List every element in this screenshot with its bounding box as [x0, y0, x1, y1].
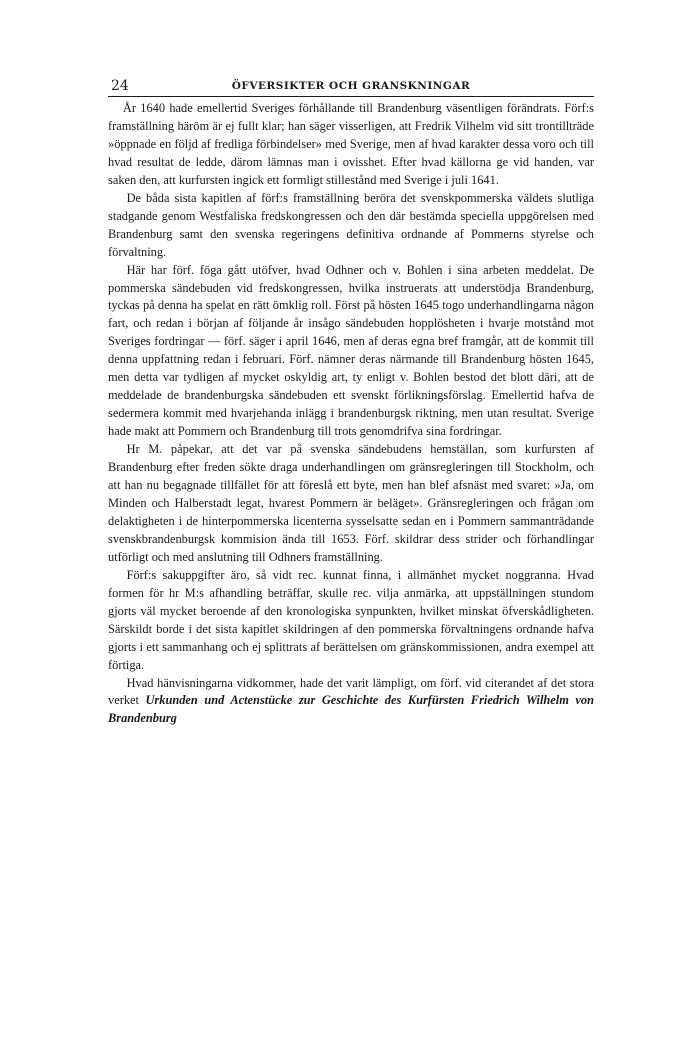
paragraph: De båda sista kapitlen af förf:s framställning beröra det svenskpommerska väldets slutliga stadgande genom Westfaliska fredskongressen och den där bestämda speciella uppgörelsen med Brandenburg samt den svenska regeringens definitiva ordnande af Pommerns styrelse och förvaltning.	[108, 190, 594, 259]
paragraph-last	[108, 675, 594, 729]
body-text	[108, 100, 594, 728]
paragraph: År 1640 hade emellertid Sveriges förhållande till Brandenburg väsentligen förändrats. Förf:s framställning häröm är ej fullt klar; han säger visserligen, att Fredrik Vilhelm vid sitt trontillträde »öppnade en följd af fredliga förbindelser» med Sverige, men af hvad karakter dessa voro och till hvad resultat de ledde, därom lämnas man i ovisshet. Efter hvad källorna ge vid handen, var saken den, att kurfursten ingick ett formligt stillestånd med Sverige i juli 1641.	[108, 101, 594, 187]
paragraph: Förf:s sakuppgifter äro, så vidt rec. kunnat finna, i allmänhet mycket noggranna. Hvad formen för hr M:s afhandling beträffar, skulle rec. vilja anmärka, att uppställningen stundom gjorts väl mycket beroende af den kronologiska synpunkten, hvilket minskat öfverskådligheten. Särskildt borde i det sista kapitlet skildringen af den pommerska förvaltningens ordnande hafva gjorts i ett sammanhang och ej splittrats af berättelsen om gränskommissionen, andra exempel att förtiga.	[108, 567, 594, 672]
paragraph-lead: Hvad hänvisningarna vidkommer, hade det varit lämpligt, om förf. vid citerandet af det stora verket	[108, 675, 594, 708]
paragraph: Här har förf. föga gått utöfver, hvad Odhner och v. Bohlen i sina arbeten meddelat. De pommerska sändebuden vid fredskongressen, hvilka instruerats att understödja Brandenburg, tyckas på denna ha spelat en rätt ömklig roll. Först på hösten 1645 togo underhandlingarna någon fart, och redan i början af följande år insågo sändebuden hopplösheten i hvarje motstånd mot Sveriges fordringar — förf. säger i april 1646, men af deras egna bref framgår, att de kommit till denna uppfattning redan i februari. Förf. nämner deras närmande till Brandenburg hösten 1645, men detta var tydligen af mycket oskyldig art, ty enligt v. Bohlen bestod det blott däri, att de meddelade de brandenburgska sändebuden ett svenskt förlikningsförslag. Emellertid hafva de sedermera kommit med hvarjehanda inlägg i brandenburgsk riktning, men utan resultat. Sverige hade makt att Pommern och Brandenburg till trots genomdrifva sina fordringar.	[108, 262, 594, 439]
cited-work-title: Urkunden und Actenstücke zur Geschichte des Kurfürsten Friedrich Wilhelm von Brandenburg	[108, 693, 594, 726]
header-rule	[108, 96, 594, 97]
running-head: ÖFVERSIKTER OCH GRANSKNINGAR	[231, 80, 471, 92]
page-header	[108, 76, 594, 94]
page-number: 24	[111, 78, 129, 94]
paragraph: Hr M. påpekar, att det var på svenska sändebudens hemställan, som kurfursten af Brandenburg efter freden sökte draga underhandlingen om gränsregleringen till Stockholm, och att han nu begagnade tillfället för att föreslå ett byte, men han blef afsnäst med svaret: »Ja, om Minden och Halberstadt legat, hvarest Pommern är beläget». Gränsregleringen och frågan om delaktigheten i de hinterpommerska licenterna sysselsatte sedan en i Pommern sammanträdande svenskbrandenburgsk kommision ända till 1653. Förf. skildrar dess strider och förhandlingar utförligt och med anslutning till Odhners framställning.	[108, 442, 594, 564]
